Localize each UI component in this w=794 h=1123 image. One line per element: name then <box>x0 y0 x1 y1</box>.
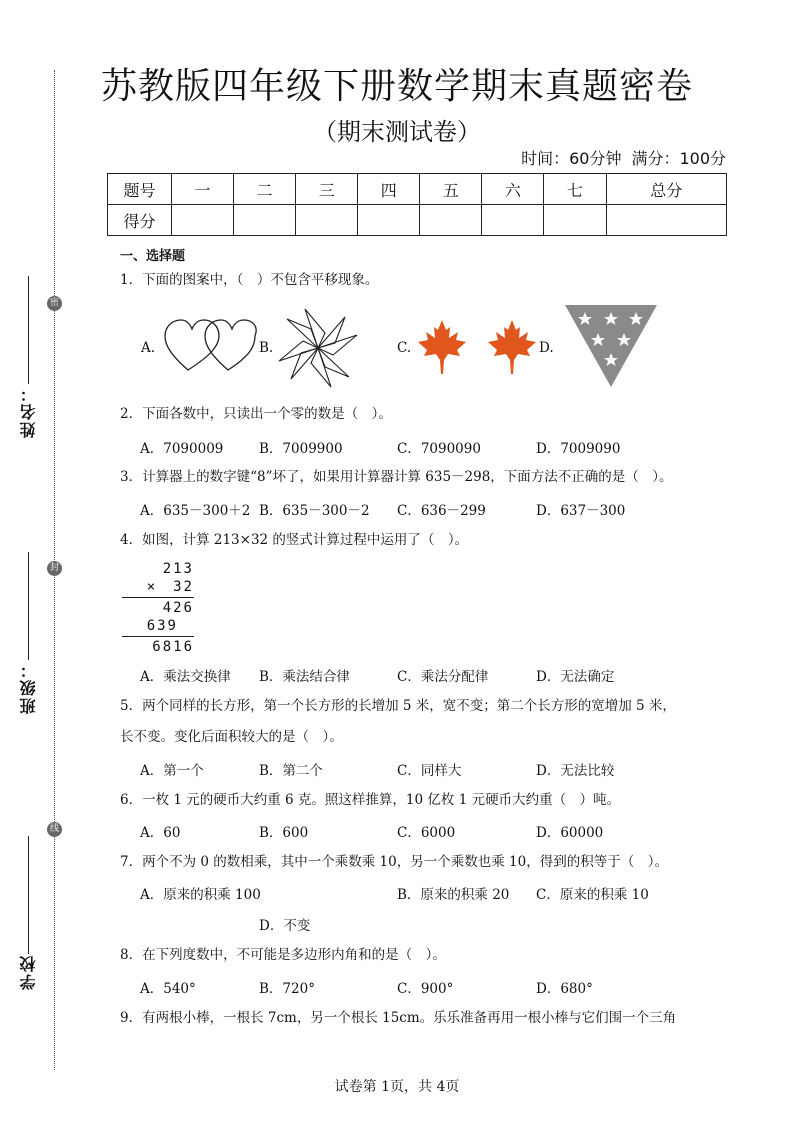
score-table-header-row <box>108 174 727 205</box>
calc-partial-2: 639 <box>146 618 178 634</box>
score-cell[interactable] <box>606 205 726 236</box>
score-header-cell: 六 <box>482 174 544 205</box>
school-field[interactable] <box>8 832 48 990</box>
name-field[interactable] <box>8 272 48 438</box>
page-subtitle: （期末测试卷） <box>313 118 481 146</box>
q1-label-b: B. <box>259 340 274 356</box>
score-row-label: 得分 <box>108 205 172 236</box>
score-cell[interactable] <box>482 205 544 236</box>
q2-option-d[interactable]: D．7009090 <box>536 441 621 457</box>
question-1-text: 1．下面的图案中，（ ）不包含平移现象。 <box>120 272 379 288</box>
score-header-cell: 三 <box>296 174 358 205</box>
question-4-text: 4．如图，计算 213×32 的竖式计算过程中运用了（ ）。 <box>120 532 469 548</box>
q6-option-b[interactable]: B．600 <box>259 825 309 841</box>
question-9-text: 9．有两根小棒，一根长 7cm，另一个根长 15cm。乐乐准备再用一根小棒与它们围一个三角 <box>120 1010 677 1026</box>
q7-option-b[interactable]: B．原来的积乘 20 <box>397 887 510 903</box>
score-cell[interactable] <box>234 205 296 236</box>
q5-option-b[interactable]: B．第二个 <box>259 763 323 779</box>
calc-product: 6816 <box>152 639 194 655</box>
class-label: 班级： <box>18 660 38 714</box>
score-header-cell: 五 <box>420 174 482 205</box>
score-header-cell: 一 <box>172 174 234 205</box>
question-5-text-line2: 长不变。变化后面积较大的是（ ）。 <box>120 729 343 745</box>
exam-time: 时间：60分钟 <box>521 149 622 168</box>
q3-option-b[interactable]: B．635－300－2 <box>259 503 370 519</box>
score-header-cell: 四 <box>358 174 420 205</box>
seal-mark-feng: 封 <box>47 561 62 576</box>
question-6-text: 6．一枚 1 元的硬币大约重 6 克。照这样推算，10 亿枚 1 元硬币大约重（ ）吨。 <box>120 792 621 808</box>
q1-label-d: D. <box>539 340 554 356</box>
q6-option-a[interactable]: A．60 <box>140 825 181 841</box>
section-heading: 一、选择题 <box>120 249 186 264</box>
page-footer: 试卷第 1页，共 4页 <box>334 1079 460 1095</box>
class-field[interactable] <box>8 548 48 714</box>
seal-mark-xian: 线 <box>47 822 62 837</box>
score-cell[interactable] <box>358 205 420 236</box>
q5-option-c[interactable]: C．同样大 <box>397 763 462 779</box>
q2-option-b[interactable]: B．7009900 <box>259 441 343 457</box>
q4-option-d[interactable]: D．无法确定 <box>536 669 615 685</box>
q6-option-d[interactable]: D．60000 <box>536 825 604 841</box>
q3-option-c[interactable]: C．636－299 <box>397 503 486 519</box>
school-label: 学校 <box>18 954 38 990</box>
q5-option-a[interactable]: A．第一个 <box>140 763 204 779</box>
question-8-text: 8．在下列度数中，不可能是多边形内角和的是（ ）。 <box>120 947 446 963</box>
q8-option-a[interactable]: A．540° <box>140 981 196 997</box>
q7-option-d[interactable]: D．不变 <box>259 918 311 934</box>
school-blank-line[interactable] <box>28 836 29 954</box>
name-blank-line[interactable] <box>28 276 29 384</box>
score-table <box>107 173 727 236</box>
q4-option-a[interactable]: A．乘法交换律 <box>140 669 231 685</box>
score-header-cell: 七 <box>544 174 606 205</box>
calc-multiplicand: 213 <box>162 561 194 577</box>
q3-option-a[interactable]: A．635－300＋2 <box>140 503 251 519</box>
maple-leaves-figure <box>416 318 542 376</box>
pinwheel-figure <box>275 307 361 389</box>
calc-partial-1: 426 <box>162 600 194 616</box>
q8-option-b[interactable]: B．720° <box>259 981 315 997</box>
star-triangle-figure <box>563 303 659 389</box>
score-cell[interactable] <box>544 205 606 236</box>
score-cell[interactable] <box>172 205 234 236</box>
page-title: 苏教版四年级下册数学期末真题密卷 <box>100 66 693 107</box>
name-label: 姓名： <box>18 384 38 438</box>
question-7-text: 7．两个不为 0 的数相乘，其中一个乘数乘 10，另一个乘数也乘 10，得到的积等于（ ）。 <box>120 854 668 870</box>
calc-multiplier: × 32 <box>146 579 194 595</box>
calc-rule <box>122 597 194 598</box>
score-table-score-row <box>108 205 727 236</box>
question-2-text: 2．下面各数中，只读出一个零的数是（ ）。 <box>120 406 392 422</box>
q6-option-c[interactable]: C．6000 <box>397 825 456 841</box>
exam-full-score: 满分：100分 <box>631 149 726 168</box>
class-blank-line[interactable] <box>28 552 29 660</box>
score-cell[interactable] <box>296 205 358 236</box>
score-cell[interactable] <box>420 205 482 236</box>
score-header-cell: 二 <box>234 174 296 205</box>
q2-option-c[interactable]: C．7090090 <box>397 441 481 457</box>
question-5-text-line1: 5．两个同样的长方形，第一个长方形的长增加 5 米，宽不变；第二个长方形的宽增加 5 米， <box>120 698 676 714</box>
q1-label-c: C. <box>397 340 412 356</box>
hearts-figure <box>162 318 258 372</box>
seal-mark-mi: 密 <box>47 296 62 311</box>
question-3-text: 3．计算器上的数字键“8”坏了，如果用计算器计算 635－298，下面方法不正确的是（ ）。 <box>120 469 673 485</box>
q5-option-d[interactable]: D．无法比较 <box>536 763 615 779</box>
exam-info <box>511 146 726 169</box>
q7-option-a[interactable]: A．原来的积乘 100 <box>140 887 261 903</box>
calc-rule <box>122 636 194 637</box>
q8-option-c[interactable]: C．900° <box>397 981 454 997</box>
q4-option-c[interactable]: C．乘法分配律 <box>397 669 489 685</box>
q3-option-d[interactable]: D．637－300 <box>536 503 626 519</box>
q7-option-c[interactable]: C．原来的积乘 10 <box>536 887 649 903</box>
vertical-multiplication <box>122 560 194 656</box>
score-header-cell: 题号 <box>108 174 172 205</box>
q2-option-a[interactable]: A．7090009 <box>140 441 224 457</box>
q4-option-b[interactable]: B．乘法结合律 <box>259 669 350 685</box>
score-header-cell: 总分 <box>606 174 726 205</box>
q1-label-a: A. <box>141 340 156 356</box>
q8-option-d[interactable]: D．680° <box>536 981 593 997</box>
